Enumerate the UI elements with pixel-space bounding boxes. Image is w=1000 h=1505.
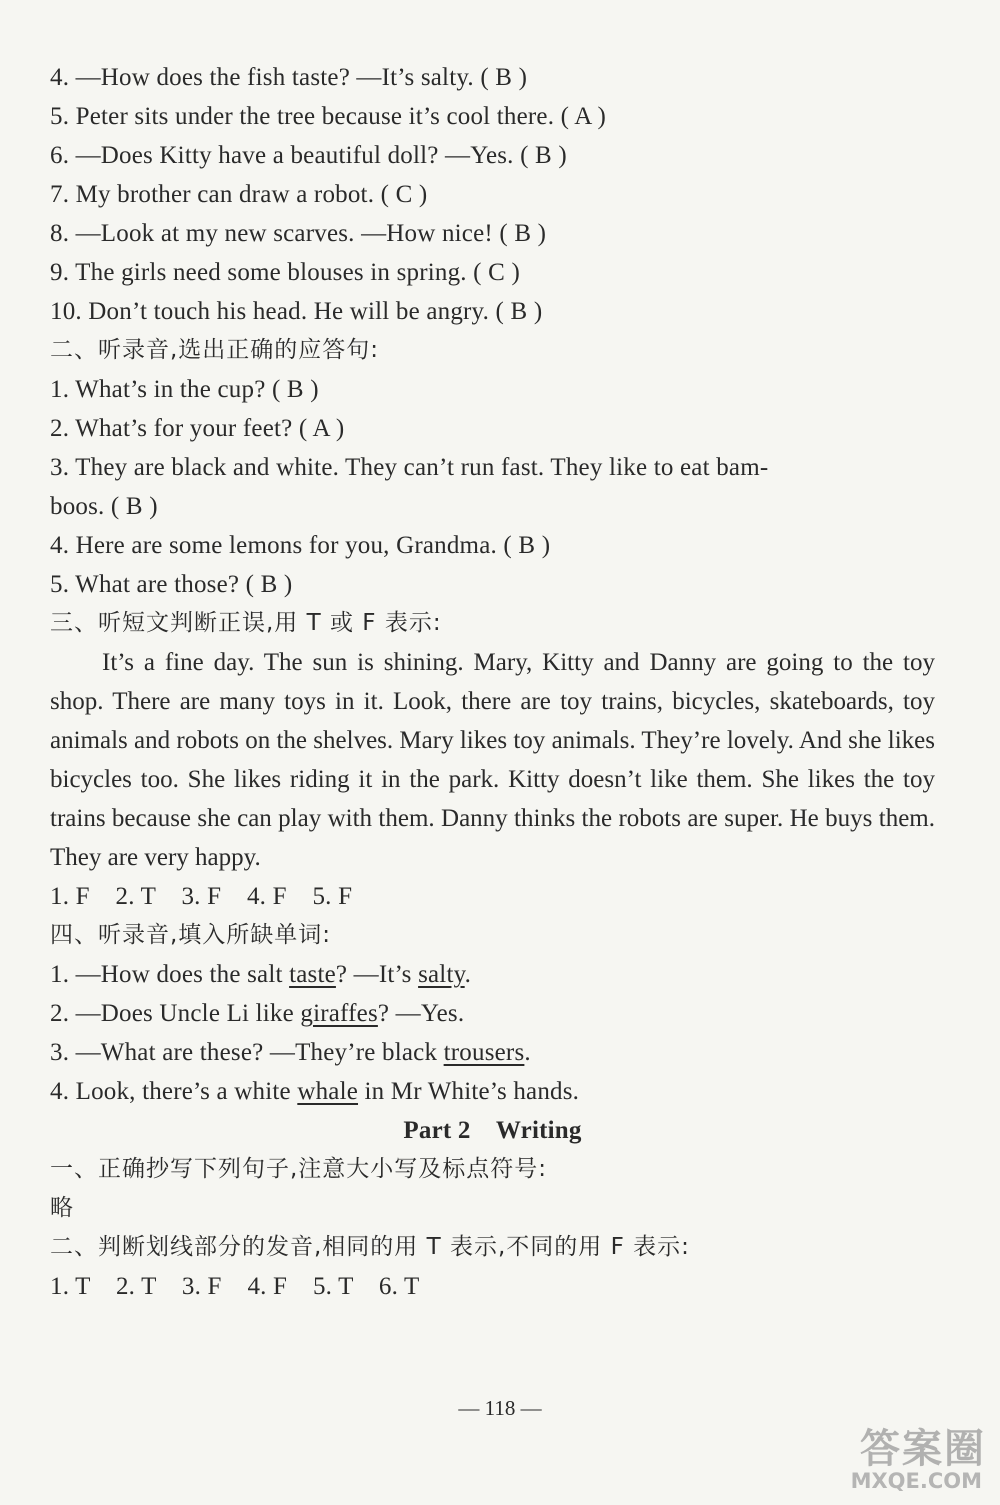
section3-answers: 1. F 2. T 3. F 4. F 5. F xyxy=(50,883,353,910)
s2-item-3: 3. They are black and white. They can’t run fast. They like to eat bam- xyxy=(50,454,769,481)
s2-item-4: 4. Here are some lemons for you, Grandma. ( B ) xyxy=(50,532,551,559)
blank-word: trousers xyxy=(443,1039,525,1066)
content xyxy=(50,58,935,1306)
blank-word: giraffes xyxy=(300,1000,378,1027)
part2-title: Part 2 Writing xyxy=(403,1117,582,1144)
s4-item-3: 3. —What are these? —They’re black trousers. xyxy=(50,1039,531,1066)
page-number: — 118 — xyxy=(458,1396,542,1420)
s2-item-5: 5. What are those? ( B ) xyxy=(50,571,293,598)
s1-item-4: 4. —How does the fish taste? —It’s salty. ( B ) xyxy=(50,64,528,91)
part2-q2-heading: 二、判断划线部分的发音,相同的用 T 表示,不同的用 F 表示: xyxy=(50,1234,690,1260)
part2-q1-answer: 略 xyxy=(50,1195,74,1221)
s1-item-5: 5. Peter sits under the tree because it’s cool there. ( A ) xyxy=(50,103,607,130)
section4-heading: 四、听录音,填入所缺单词: xyxy=(50,922,332,948)
s1-item-7: 7. My brother can draw a robot. ( C ) xyxy=(50,181,428,208)
watermark-url: MXQE.COM xyxy=(850,1469,982,1493)
s4-item-4: 4. Look, there’s a white whale in Mr White’s hands. xyxy=(50,1078,580,1105)
watermark xyxy=(811,1417,986,1497)
s4-item-1: 1. —How does the salt taste? —It’s salty. xyxy=(50,961,472,988)
s2-item-2: 2. What’s for your feet? ( A ) xyxy=(50,415,345,442)
watermark-logo: 答案圈 xyxy=(860,1426,986,1472)
s1-item-6: 6. —Does Kitty have a beautiful doll? —Yes. ( B ) xyxy=(50,142,567,169)
section2-heading: 二、听录音,选出正确的应答句: xyxy=(50,337,380,363)
s1-item-9: 9. The girls need some blouses in spring. ( C ) xyxy=(50,259,520,286)
section3-heading: 三、听短文判断正误,用 T 或 F 表示: xyxy=(50,610,442,636)
s2-item-1: 1. What’s in the cup? ( B ) xyxy=(50,376,319,403)
blank-word: whale xyxy=(297,1078,359,1105)
s4-item-2: 2. —Does Uncle Li like giraffes? —Yes. xyxy=(50,1000,465,1027)
part2-q1-heading: 一、正确抄写下列句子,注意大小写及标点符号: xyxy=(50,1156,548,1182)
blank-word: salty xyxy=(418,961,465,988)
s1-item-10: 10. Don’t touch his head. He will be angry. ( B ) xyxy=(50,298,543,325)
s2-item-3-cont: boos. ( B ) xyxy=(50,493,158,520)
s1-item-8: 8. —Look at my new scarves. —How nice! ( B ) xyxy=(50,220,547,247)
part2-q2-answers: 1. T 2. T 3. F 4. F 5. T 6. T xyxy=(50,1273,420,1300)
blank-word: taste xyxy=(289,961,336,988)
section3-passage: It’s a fine day. The sun is shining. Mary, Kitty and Danny are going to the toy shop. There are many toys in it. Look, there are toy trains, bicycles, skateboards, toy animals and robots on the shelves. Mary likes toy animals. They’re lovely. And she likes bicycles too. She likes riding it in the park. Kitty doesn’t like them. She likes the toy trains because she can play with them. Danny thinks the robots are super. He buys them. They are very happy. xyxy=(50,649,935,871)
